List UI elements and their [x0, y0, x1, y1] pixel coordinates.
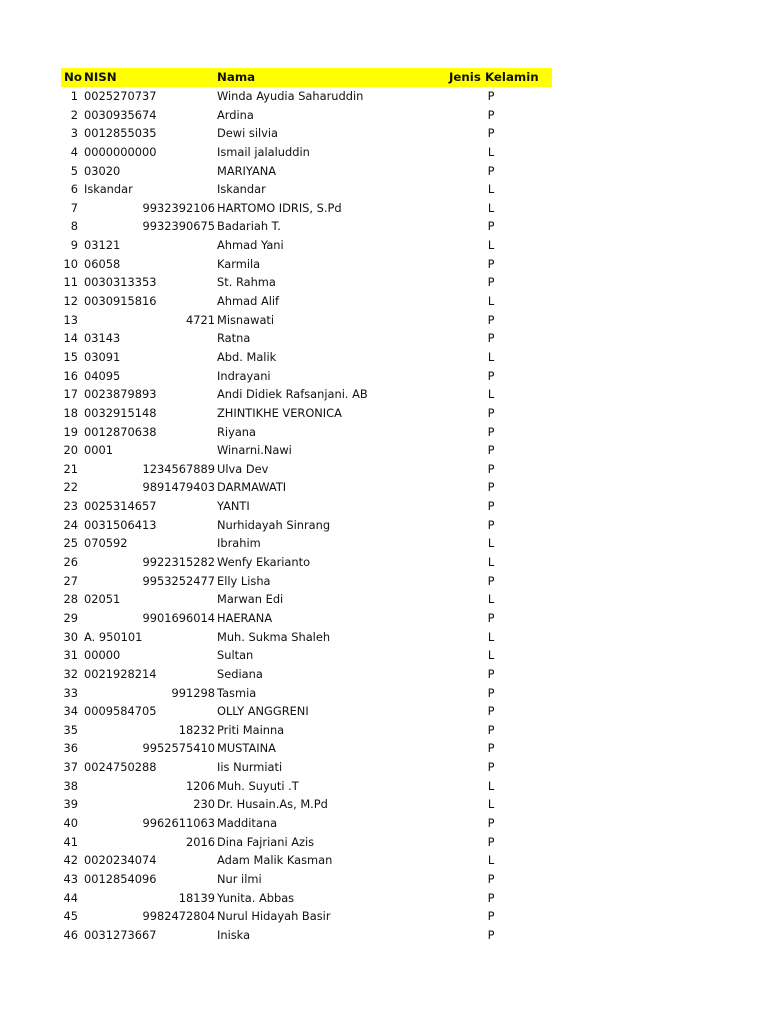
cell-nama: Tasmia	[217, 685, 257, 700]
cell-no: 35	[63, 722, 78, 737]
table-row	[61, 348, 552, 367]
cell-no: 21	[63, 461, 78, 476]
cell-nama: Abd. Malik	[217, 349, 277, 364]
cell-no: 4	[70, 144, 78, 159]
cell-nama: Andi Didiek Rafsanjani. AB	[217, 387, 368, 402]
cell-nisn: 9982472804	[142, 909, 215, 924]
cell-nisn: 1234567889	[142, 461, 215, 476]
cell-jenis-kelamin: P	[487, 443, 495, 458]
cell-nama: Ratna	[217, 331, 251, 346]
table-row	[61, 609, 552, 628]
cell-jenis-kelamin: P	[487, 927, 495, 942]
cell-no: 22	[63, 480, 78, 495]
cell-no: 10	[63, 256, 78, 271]
cell-nama: HAERANA	[217, 610, 273, 625]
table-row	[61, 534, 552, 553]
table-row	[61, 273, 552, 292]
table-row	[61, 236, 552, 255]
cell-nisn: 03143	[84, 331, 121, 346]
cell-nisn: 0020234074	[84, 853, 157, 868]
cell-jenis-kelamin: P	[487, 275, 495, 290]
cell-no: 9	[70, 238, 78, 253]
cell-no: 5	[70, 163, 78, 178]
cell-no: 11	[63, 275, 78, 290]
cell-nama: Priti Mainna	[217, 722, 285, 737]
cell-nisn: 9922315282	[142, 555, 215, 570]
cell-jenis-kelamin: P	[487, 499, 495, 514]
cell-no: 38	[63, 778, 78, 793]
cell-nisn: 991298	[171, 685, 215, 700]
cell-nisn: 9932390675	[142, 219, 215, 234]
table-row	[61, 367, 552, 386]
student-table	[61, 68, 552, 944]
cell-nisn: 0021928214	[84, 666, 157, 681]
cell-nama: Adam Malik Kasman	[217, 853, 333, 868]
cell-no: 18	[63, 405, 78, 420]
cell-no: 6	[70, 182, 78, 197]
cell-no: 20	[63, 443, 78, 458]
cell-jenis-kelamin: P	[487, 722, 495, 737]
cell-jenis-kelamin: P	[487, 909, 495, 924]
cell-jenis-kelamin: P	[487, 834, 495, 849]
cell-jenis-kelamin: L	[487, 592, 495, 607]
cell-jenis-kelamin: P	[487, 704, 495, 719]
cell-nama: Ardina	[217, 107, 254, 122]
cell-jenis-kelamin: P	[487, 480, 495, 495]
cell-nama: Ulva Dev	[217, 461, 269, 476]
table-row	[61, 292, 552, 311]
header-nama: Nama	[217, 70, 256, 84]
cell-nisn: 0030935674	[84, 107, 157, 122]
cell-nama: HARTOMO IDRIS, S.Pd	[217, 200, 342, 215]
cell-nama: Wenfy Ekarianto	[217, 555, 311, 570]
cell-nisn: 0025314657	[84, 499, 157, 514]
cell-nama: Dewi silvia	[217, 126, 279, 141]
cell-nisn: 03020	[84, 163, 121, 178]
cell-no: 32	[63, 666, 78, 681]
cell-nama: Yunita. Abbas	[217, 890, 295, 905]
cell-nama: MARIYANA	[217, 163, 277, 178]
cell-no: 39	[63, 797, 78, 812]
cell-nama: DARMAWATI	[217, 480, 287, 495]
table-header-row	[61, 68, 552, 87]
table-row	[61, 721, 552, 740]
cell-jenis-kelamin: L	[487, 349, 495, 364]
cell-jenis-kelamin: L	[487, 387, 495, 402]
cell-nama: Iniska	[217, 927, 251, 942]
cell-nisn: 0030313353	[84, 275, 157, 290]
header-no: No	[64, 70, 82, 84]
table-row	[61, 814, 552, 833]
cell-nisn: 18139	[178, 890, 215, 905]
cell-nisn: 0009584705	[84, 704, 157, 719]
cell-nama: Nurhidayah Sinrang	[217, 517, 331, 532]
cell-jenis-kelamin: P	[487, 126, 495, 141]
cell-nisn: 9952575410	[142, 741, 215, 756]
cell-no: 46	[63, 927, 78, 942]
cell-no: 37	[63, 760, 78, 775]
cell-nama: Sultan	[217, 648, 254, 663]
cell-nisn: 0025270737	[84, 89, 157, 103]
table-row	[61, 646, 552, 665]
cell-nisn: 0012855035	[84, 126, 157, 141]
table-row	[61, 124, 552, 143]
cell-no: 34	[63, 704, 78, 719]
table-row	[61, 106, 552, 125]
cell-nisn: 06058	[84, 256, 121, 271]
cell-no: 41	[63, 834, 78, 849]
cell-jenis-kelamin: P	[487, 741, 495, 756]
cell-no: 13	[63, 312, 78, 327]
cell-jenis-kelamin: P	[487, 219, 495, 234]
cell-nisn: 0012854096	[84, 871, 157, 886]
table-row	[61, 87, 552, 106]
cell-nama: Iis Nurmiati	[217, 760, 283, 775]
cell-jenis-kelamin: L	[487, 853, 495, 868]
table-row	[61, 516, 552, 535]
cell-nama: Misnawati	[217, 312, 275, 327]
cell-jenis-kelamin: P	[487, 815, 495, 830]
cell-no: 36	[63, 741, 78, 756]
cell-nisn: A. 950101	[84, 629, 143, 644]
cell-nisn: 03121	[84, 238, 121, 253]
cell-no: 12	[63, 294, 78, 309]
cell-jenis-kelamin: L	[487, 536, 495, 551]
cell-jenis-kelamin: L	[487, 629, 495, 644]
cell-no: 19	[63, 424, 78, 439]
cell-nama: MUSTAINA	[217, 741, 276, 756]
cell-jenis-kelamin: L	[487, 238, 495, 253]
cell-nama: Iskandar	[217, 182, 266, 197]
table-row	[61, 460, 552, 479]
cell-nisn: 0031273667	[84, 927, 157, 942]
cell-jenis-kelamin: P	[487, 461, 495, 476]
cell-no: 23	[63, 499, 78, 514]
cell-nisn: 070592	[84, 536, 128, 551]
cell-nisn: 03091	[84, 349, 121, 364]
cell-no: 3	[70, 126, 78, 141]
table-row	[61, 143, 552, 162]
cell-nama: Ismail jalaluddin	[217, 144, 310, 159]
cell-no: 30	[63, 629, 78, 644]
cell-nisn: 18232	[178, 722, 215, 737]
cell-no: 45	[63, 909, 78, 924]
cell-nama: OLLY ANGGRENI	[217, 704, 309, 719]
cell-nama: Winda Ayudia Saharuddin	[217, 89, 364, 103]
cell-no: 25	[63, 536, 78, 551]
cell-nama: Ahmad Yani	[217, 238, 284, 253]
cell-no: 26	[63, 555, 78, 570]
cell-jenis-kelamin: L	[487, 144, 495, 159]
table-row	[61, 777, 552, 796]
cell-jenis-kelamin: L	[487, 555, 495, 570]
cell-nama: Elly Lisha	[217, 573, 271, 588]
cell-no: 27	[63, 573, 78, 588]
table-row	[61, 702, 552, 721]
cell-jenis-kelamin: P	[487, 666, 495, 681]
table-row	[61, 217, 552, 236]
cell-jenis-kelamin: P	[487, 163, 495, 178]
table-row	[61, 590, 552, 609]
header-jenis-kelamin: Jenis Kelamin	[449, 70, 539, 84]
cell-no: 28	[63, 592, 78, 607]
cell-nisn: 0032915148	[84, 405, 157, 420]
cell-jenis-kelamin: L	[487, 294, 495, 309]
cell-nama: Muh. Sukma Shaleh	[217, 629, 331, 644]
cell-nisn: 2016	[186, 834, 215, 849]
table-row	[61, 553, 552, 572]
table-row	[61, 162, 552, 181]
cell-no: 2	[70, 107, 78, 122]
cell-no: 43	[63, 871, 78, 886]
cell-nisn: 04095	[84, 368, 121, 383]
cell-nama: Nurul Hidayah Basir	[217, 909, 331, 924]
cell-nisn: 0012870638	[84, 424, 157, 439]
cell-jenis-kelamin: P	[487, 760, 495, 775]
cell-nisn: 1206	[186, 778, 215, 793]
cell-no: 15	[63, 349, 78, 364]
cell-nisn: 230	[193, 797, 215, 812]
cell-nama: St. Rahma	[217, 275, 276, 290]
cell-no: 7	[70, 200, 78, 215]
cell-nama: Madditana	[217, 815, 278, 830]
table-row	[61, 180, 552, 199]
table-row	[61, 833, 552, 852]
cell-nisn: 02051	[84, 592, 121, 607]
cell-nisn: 4721	[186, 312, 215, 327]
cell-no: 40	[63, 815, 78, 830]
cell-jenis-kelamin: P	[487, 871, 495, 886]
cell-jenis-kelamin: P	[487, 331, 495, 346]
table-row	[61, 255, 552, 274]
cell-nama: Riyana	[217, 424, 256, 439]
cell-jenis-kelamin: L	[487, 778, 495, 793]
cell-jenis-kelamin: P	[487, 573, 495, 588]
cell-no: 1	[70, 89, 78, 103]
table-row	[61, 441, 552, 460]
cell-nisn: 0000000000	[84, 144, 157, 159]
cell-nisn: 9901696014	[142, 610, 215, 625]
cell-jenis-kelamin: L	[487, 200, 495, 215]
table-row	[61, 870, 552, 889]
table-row	[61, 684, 552, 703]
table-row	[61, 423, 552, 442]
table-row	[61, 329, 552, 348]
cell-nama: Ahmad Alif	[217, 294, 280, 309]
cell-nama: Dr. Husain.As, M.Pd	[217, 797, 328, 812]
table-row	[61, 739, 552, 758]
cell-no: 16	[63, 368, 78, 383]
cell-nama: Badariah T.	[217, 219, 281, 234]
cell-nama: Ibrahim	[217, 536, 261, 551]
table-row	[61, 889, 552, 908]
cell-nama: Marwan Edi	[217, 592, 284, 607]
cell-nisn: 00000	[84, 648, 121, 663]
table-row	[61, 572, 552, 591]
cell-nama: Karmila	[217, 256, 261, 271]
cell-nisn: 0023879893	[84, 387, 157, 402]
cell-no: 8	[70, 219, 78, 234]
cell-jenis-kelamin: P	[487, 89, 495, 103]
cell-nama: Dina Fajriani Azis	[217, 834, 315, 849]
cell-jenis-kelamin: P	[487, 107, 495, 122]
cell-no: 29	[63, 610, 78, 625]
cell-nama: Muh. Suyuti .T	[217, 778, 299, 793]
cell-no: 24	[63, 517, 78, 532]
cell-no: 14	[63, 331, 78, 346]
cell-jenis-kelamin: L	[487, 182, 495, 197]
cell-nama: Winarni.Nawi	[217, 443, 292, 458]
cell-no: 17	[63, 387, 78, 402]
cell-jenis-kelamin: P	[487, 424, 495, 439]
table-row	[61, 497, 552, 516]
cell-jenis-kelamin: P	[487, 685, 495, 700]
table-row	[61, 907, 552, 926]
table-row	[61, 926, 552, 945]
cell-nama: Nur ilmi	[217, 871, 262, 886]
cell-jenis-kelamin: L	[487, 797, 495, 812]
cell-nisn: 0031506413	[84, 517, 157, 532]
cell-nisn: 9932392106	[142, 200, 215, 215]
cell-nisn: Iskandar	[84, 182, 133, 197]
table-row	[61, 628, 552, 647]
cell-nisn: 0024750288	[84, 760, 157, 775]
table-row	[61, 385, 552, 404]
header-nisn: NISN	[84, 70, 117, 84]
cell-jenis-kelamin: P	[487, 405, 495, 420]
table-row	[61, 311, 552, 330]
table-row	[61, 478, 552, 497]
cell-nisn: 9962611063	[142, 815, 215, 830]
table-row	[61, 758, 552, 777]
table-body	[61, 87, 552, 944]
table-row	[61, 199, 552, 218]
cell-no: 42	[63, 853, 78, 868]
cell-jenis-kelamin: P	[487, 256, 495, 271]
cell-jenis-kelamin: P	[487, 312, 495, 327]
cell-no: 31	[63, 648, 78, 663]
cell-nisn: 9953252477	[142, 573, 215, 588]
cell-jenis-kelamin: P	[487, 610, 495, 625]
table-row	[61, 665, 552, 684]
cell-jenis-kelamin: P	[487, 890, 495, 905]
cell-jenis-kelamin: P	[487, 517, 495, 532]
cell-nisn: 0001	[84, 443, 113, 458]
cell-nama: YANTI	[217, 499, 250, 514]
cell-nama: Sediana	[217, 666, 263, 681]
cell-nisn: 9891479403	[142, 480, 215, 495]
cell-jenis-kelamin: L	[487, 648, 495, 663]
cell-nama: Indrayani	[217, 368, 271, 383]
table-row	[61, 795, 552, 814]
cell-jenis-kelamin: P	[487, 368, 495, 383]
cell-no: 33	[63, 685, 78, 700]
cell-no: 44	[63, 890, 78, 905]
table-row	[61, 404, 552, 423]
table-row	[61, 851, 552, 870]
cell-nama: ZHINTIKHE VERONICA	[217, 405, 342, 420]
cell-nisn: 0030915816	[84, 294, 157, 309]
